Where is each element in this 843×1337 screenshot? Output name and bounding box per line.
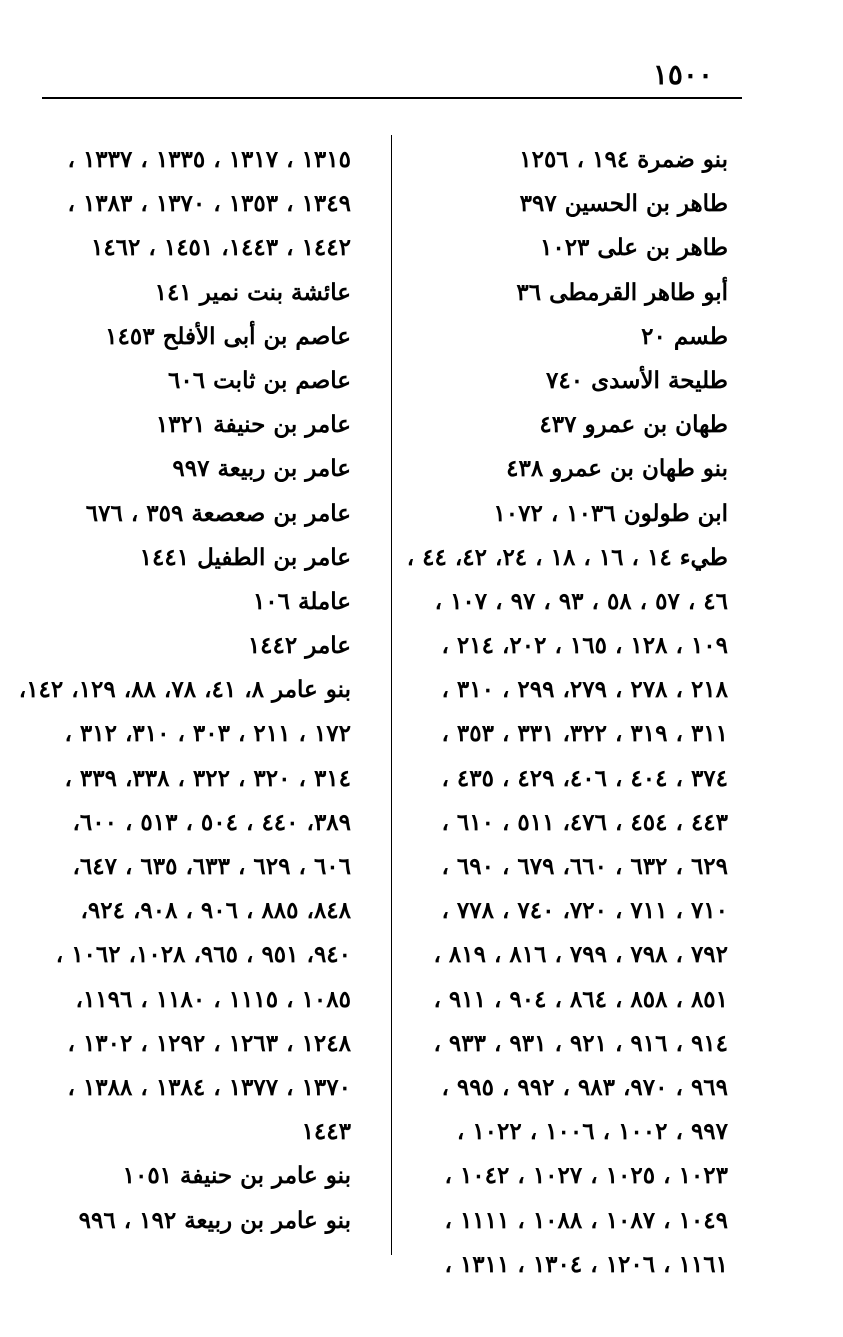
index-entry: طسم ٢٠ (641, 322, 728, 350)
index-entry: ٤٦ ، ٥٧ ، ٥٨ ، ٩٣ ، ٩٧ ، ١٠٧ ، (434, 587, 728, 615)
index-entry: ٣١٤ ، ٣٢٠ ، ٣٢٢ ، ٣٣٨، ٣٣٩ ، (64, 764, 351, 792)
index-entry: ٩٦٩ ، ٩٧٠، ٩٨٣ ، ٩٩٢ ، ٩٩٥ ، (441, 1073, 728, 1101)
index-entry: عامر ١٤٤٢ (247, 632, 351, 660)
index-entry: بنو عامر ٨، ٤١، ٧٨، ٨٨، ١٢٩، ١٤٢، (18, 676, 351, 704)
index-entry: طهان بن عمرو ٤٣٧ (539, 411, 728, 439)
index-entry: بنو ضمرة ١٩٤ ، ١٢٥٦ (519, 146, 728, 173)
index-entry: ١١٦١ ، ١٢٠٦ ، ١٣٠٤ ، ١٣١١ ، (444, 1250, 728, 1278)
left-column (16, 138, 351, 1243)
index-entry: عاصم بن أبى الأفلح ١٤٥٣ (105, 322, 351, 350)
index-entry: طيء ١٤ ، ١٦ ، ١٨ ، ٢٤، ٤٢، ٤٤ ، (406, 543, 728, 571)
index-entry: عائشة بنت نمير ١٤١ (154, 278, 351, 306)
page-number: ١٥٠٠ (652, 58, 713, 91)
index-entry: عامر بن صعصعة ٣٥٩ ، ٦٧٦ (85, 499, 351, 527)
index-entry: بنو عامر بن حنيفة ١٠٥١ (122, 1162, 351, 1190)
index-entry: عاصم بن ثابت ٦٠٦ (168, 366, 351, 394)
index-entry: ٣١١ ، ٣١٩ ، ٣٢٢، ٣٣١ ، ٣٥٣ ، (441, 720, 728, 748)
index-entry: ١٤٤٣ (301, 1118, 351, 1146)
index-entry: ١٤٤٢ ، ١٤٤٣، ١٤٥١ ، ١٤٦٢ (90, 234, 351, 262)
index-entry: عامر بن حنيفة ١٣٢١ (155, 411, 351, 439)
index-entry: ٦٢٩ ، ٦٣٢ ، ٦٦٠، ٦٧٩ ، ٦٩٠ ، (441, 853, 728, 880)
index-entry: ٩٤٠، ٩٥١ ، ٩٦٥، ١٠٢٨، ١٠٦٢ ، (55, 941, 351, 969)
index-entry: ٧١٠ ، ٧١١ ، ٧٢٠، ٧٤٠ ، ٧٧٨ ، (441, 897, 728, 925)
index-entry: ٧٩٢ ، ٧٩٨ ، ٧٩٩ ، ٨١٦ ، ٨١٩ ، (433, 941, 728, 969)
column-divider (391, 135, 392, 1255)
index-entry: بنو طهان بن عمرو ٤٣٨ (506, 455, 728, 483)
right-column (398, 138, 728, 1287)
index-entry: عامر بن الطفيل ١٤٤١ (139, 543, 351, 571)
index-entry: ١٠٩ ، ١٢٨ ، ١٦٥ ، ٢٠٢، ٢١٤ ، (441, 632, 728, 660)
index-entry: ١٢٤٨ ، ١٢٦٣ ، ١٢٩٢ ، ١٣٠٢ ، (67, 1029, 351, 1057)
index-entry: عامر بن ربيعة ٩٩٧ (172, 455, 351, 483)
index-entry: ٣٧٤ ، ٤٠٤ ، ٤٠٦، ٤٢٩ ، ٤٣٥ ، (441, 764, 728, 792)
index-entry: ٤٤٣ ، ٤٥٤ ، ٤٧٦، ٥١١ ، ٦١٠ ، (441, 808, 728, 836)
index-entry: عاملة ١٠٦ (252, 587, 351, 615)
index-entry: بنو عامر بن ربيعة ١٩٢ ، ٩٩٦ (78, 1206, 351, 1234)
index-entry: ١٠٨٥ ، ١١١٥ ، ١١٨٠ ، ١١٩٦، (75, 985, 351, 1013)
index-entry: ١٠٢٣ ، ١٠٢٥ ، ١٠٢٧ ، ١٠٤٢ ، (444, 1162, 728, 1190)
index-entry: ١٣١٥ ، ١٣١٧ ، ١٣٣٥ ، ١٣٣٧ ، (67, 146, 351, 173)
index-entry: ١٠٤٩ ، ١٠٨٧ ، ١٠٨٨ ، ١١١١ ، (444, 1206, 728, 1234)
index-entry: ٩١٤ ، ٩١٦ ، ٩٢١ ، ٩٣١ ، ٩٣٣ ، (433, 1029, 728, 1057)
index-entry: طليحة الأسدى ٧٤٠ (546, 366, 728, 394)
index-entry: ٨٤٨، ٨٨٥ ، ٩٠٦ ، ٩٠٨، ٩٢٤، (80, 897, 351, 925)
index-entry: ١٣٧٠ ، ١٣٧٧ ، ١٣٨٤ ، ١٣٨٨ ، (67, 1073, 351, 1101)
index-entry: ٢١٨ ، ٢٧٨ ، ٢٧٩، ٢٩٩ ، ٣١٠ ، (441, 676, 728, 704)
index-entry: ٦٠٦ ، ٦٢٩ ، ٦٣٣، ٦٣٥ ، ٦٤٧، (72, 853, 351, 880)
index-entry: ١٣٤٩ ، ١٣٥٣ ، ١٣٧٠ ، ١٣٨٣ ، (67, 190, 351, 218)
index-entry: طاهر بن على ١٠٢٣ (540, 234, 728, 262)
index-entry: ٣٨٩، ٤٤٠ ، ٥٠٤ ، ٥١٣ ، ٦٠٠، (72, 808, 351, 836)
index-entry: ابن طولون ١٠٣٦ ، ١٠٧٢ (493, 499, 728, 527)
header-rule (42, 97, 742, 99)
index-entry: ٨٥١ ، ٨٥٨ ، ٨٦٤ ، ٩٠٤ ، ٩١١ ، (433, 985, 728, 1013)
index-entry: طاهر بن الحسين ٣٩٧ (519, 190, 728, 218)
index-entry: ٩٩٧ ، ١٠٠٢ ، ١٠٠٦ ، ١٠٢٢ ، (456, 1118, 728, 1146)
index-entry: أبو طاهر القرمطى ٣٦ (516, 278, 728, 306)
index-entry: ١٧٢ ، ٢١١ ، ٣٠٣ ، ٣١٠، ٣١٢ ، (64, 720, 351, 748)
